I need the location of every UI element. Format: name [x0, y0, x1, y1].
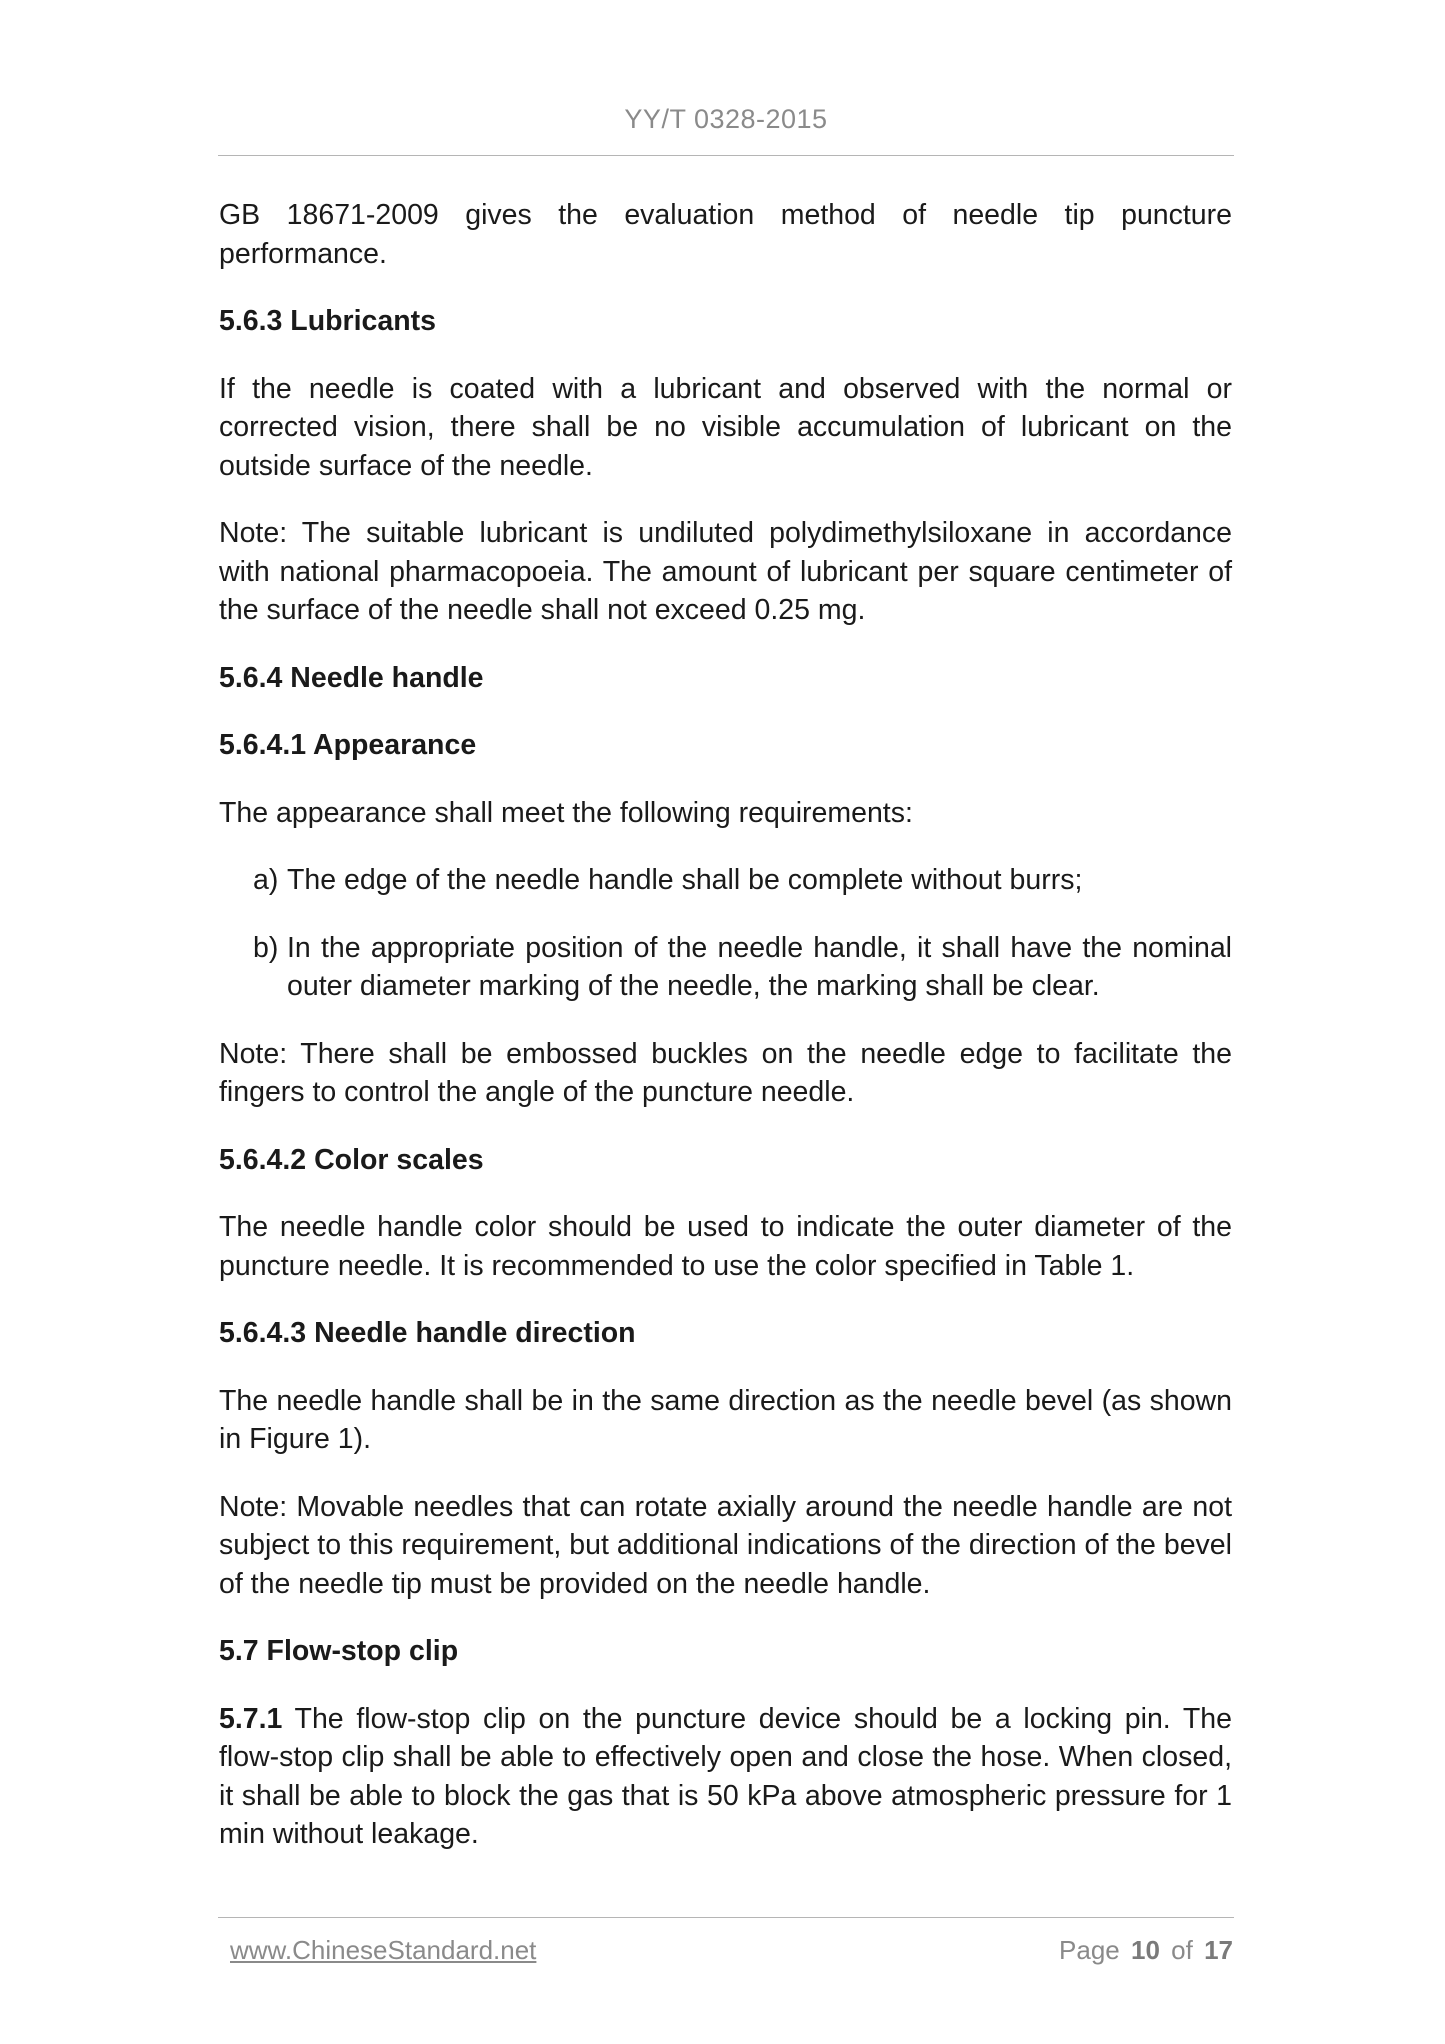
document-code-header: YY/T 0328-2015 [624, 104, 828, 134]
footer-divider [218, 1917, 1234, 1918]
heading-5-7-flow-stop-clip: 5.7 Flow-stop clip [219, 1635, 459, 1667]
website-link[interactable]: www.ChineseStandard.net [230, 1935, 537, 1965]
list-item [219, 861, 1232, 900]
clause-number: 5.7.1 [219, 1702, 283, 1735]
paragraph-handle-direction: The needle handle shall be in the same direction as the needle bevel (as shown in Figure 1). [219, 1384, 1232, 1455]
list-marker: a) [253, 864, 279, 896]
total-pages-number: 17 [1204, 1935, 1233, 1965]
list-item-text: The edge of the needle handle shall be complete without burrs; [287, 864, 1083, 896]
paragraph-appearance-intro: The appearance shall meet the following requirements: [219, 796, 913, 829]
paragraph-puncture-performance: GB 18671-2009 gives the evaluation method of needle tip puncture performance. [219, 199, 1232, 270]
page-label: Page [1059, 1935, 1120, 1965]
page-indicator [1059, 1935, 1233, 1966]
paragraph-color-scales: The needle handle color should be used to indicate the outer diameter of the puncture needle. It is recommended to use the color specified in Table 1. [219, 1211, 1232, 1282]
list-item-text: In the appropriate position of the needle handle, it shall have the nominal outer diameter marking of the needle, the marking shall be clear. [287, 931, 1232, 1002]
heading-5-6-4-3-handle-direction: 5.6.4.3 Needle handle direction [219, 1317, 636, 1349]
note-embossed-buckles: Note: There shall be embossed buckles on the needle edge to facilitate the fingers to control the angle of the puncture needle. [219, 1037, 1232, 1108]
paragraph-5-7-1-flow-stop [219, 1700, 1232, 1854]
note-lubricant: Note: The suitable lubricant is undiluted polydimethylsiloxane in accordance with national pharmacopoeia. The amount of lubricant per square centimeter of the surface of the needle shall not exceed 0.25 mg. [219, 517, 1232, 626]
clause-text: The flow-stop clip on the puncture device should be a locking pin. The flow-stop clip shall be able to effectively open and close the hose. When closed, it shall be able to block the gas that is 50 kPa above atmospheric pressure for 1 min without leakage. [219, 1702, 1232, 1850]
heading-5-6-4-2-color-scales: 5.6.4.2 Color scales [219, 1143, 484, 1176]
note-movable-needles: Note: Movable needles that can rotate axially around the needle handle are not subject to this requirement, but additional indications of the direction of the bevel of the needle tip must be provided on the needle handle. [219, 1490, 1232, 1600]
list-item [219, 929, 1232, 1006]
of-label: of [1171, 1935, 1193, 1965]
paragraph-lubricant-requirement: If the needle is coated with a lubricant and observed with the normal or corrected vision, there shall be no visible accumulation of lubricant on the outside surface of the needle. [219, 372, 1232, 482]
current-page-number: 10 [1131, 1935, 1160, 1965]
heading-5-6-4-needle-handle: 5.6.4 Needle handle [219, 661, 484, 694]
list-marker: b) [253, 931, 279, 964]
page-content [219, 196, 1232, 1883]
header-divider [218, 155, 1234, 156]
heading-5-6-4-1-appearance: 5.6.4.1 Appearance [219, 729, 477, 761]
heading-5-6-3-lubricants: 5.6.3 Lubricants [219, 305, 436, 337]
